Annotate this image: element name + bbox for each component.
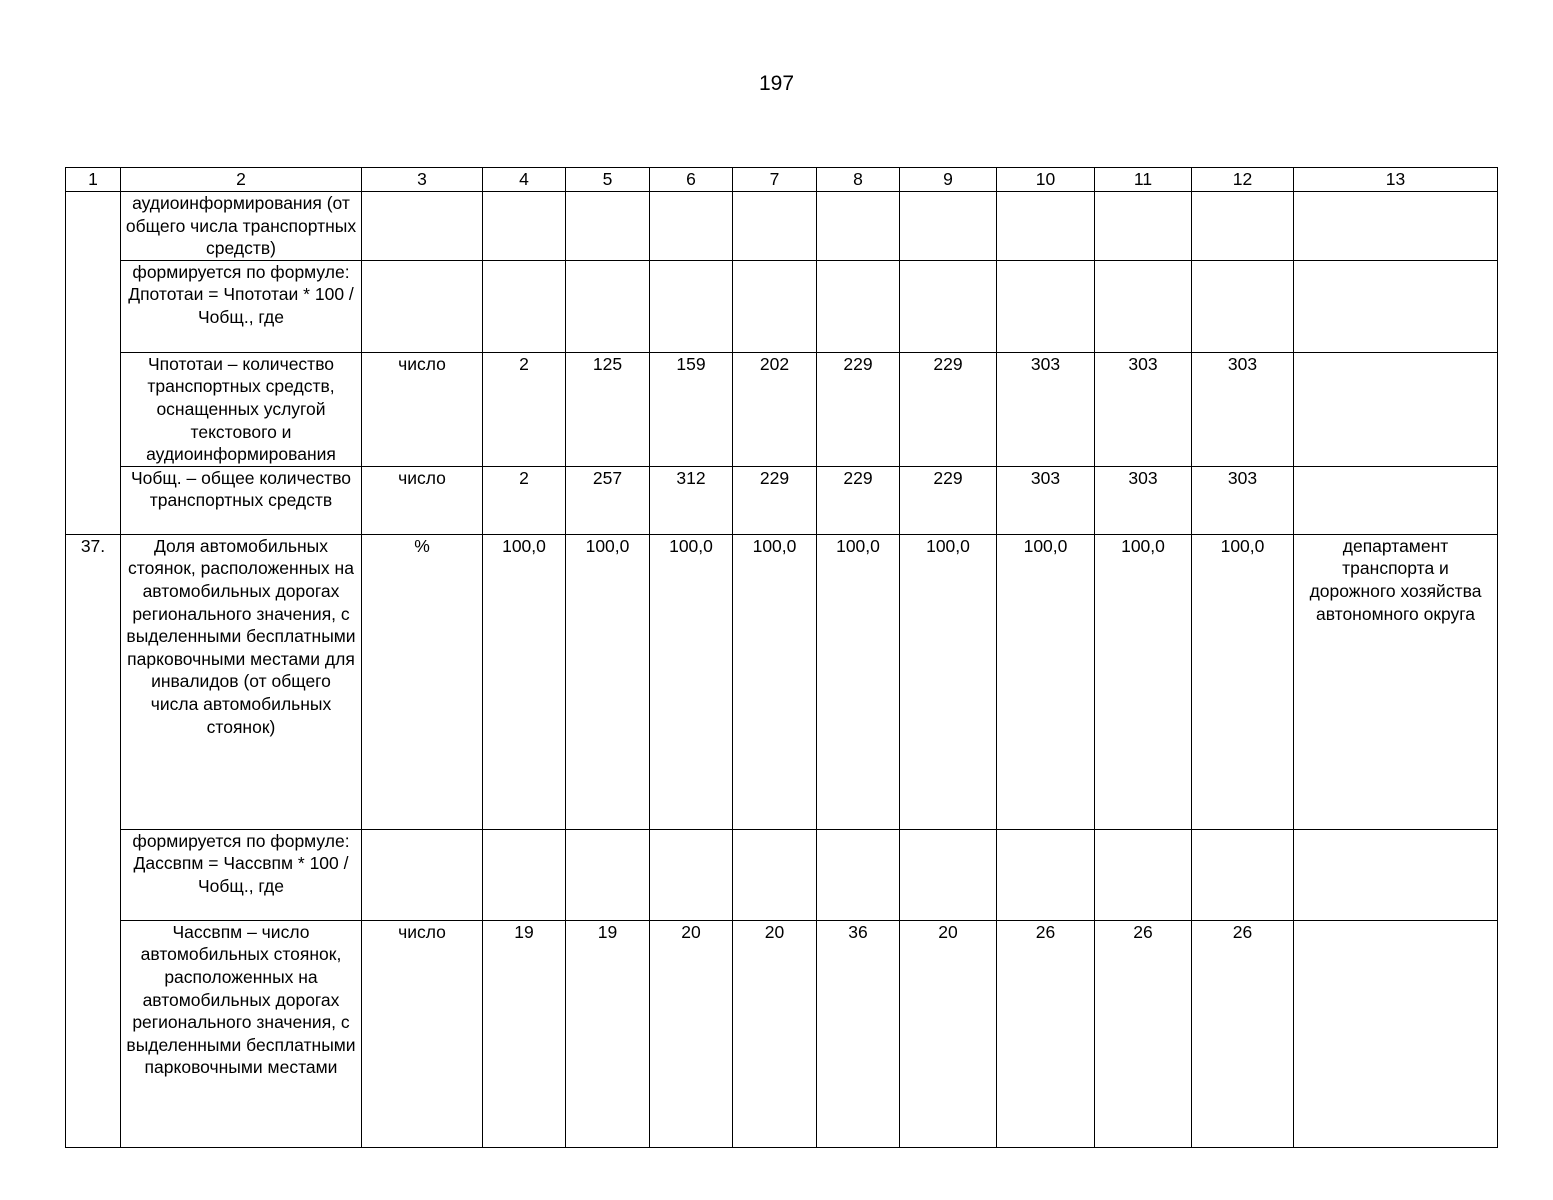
value-cell: 100,0 [650, 534, 733, 829]
table-row [66, 466, 1498, 534]
value-cell [997, 260, 1095, 352]
column-number-row [66, 168, 1498, 192]
table-row [66, 829, 1498, 920]
unit-cell [362, 829, 483, 920]
value-cell [483, 192, 566, 261]
value-cell: 36 [817, 920, 900, 1147]
responsible-cell [1294, 829, 1498, 920]
value-cell: 20 [900, 920, 997, 1147]
value-cell [483, 829, 566, 920]
value-cell [997, 192, 1095, 261]
indicator-description: Чассвпм – число автомобильных стоянок, расположенных на автомобильных дорогах регионального значения, с выделенными бесплатными парковочными местами [121, 920, 362, 1147]
responsible-cell: департамент транспорта и дорожного хозяйства автономного округа [1294, 534, 1498, 829]
indicator-description: формируется по формуле: Дпототаи = Чпототаи * 100 / Чобщ., где [121, 260, 362, 352]
value-cell: 100,0 [566, 534, 650, 829]
row-number: 37. [66, 534, 121, 1147]
column-number: 1 [66, 168, 121, 192]
column-number: 8 [817, 168, 900, 192]
responsible-cell [1294, 466, 1498, 534]
value-cell [900, 260, 997, 352]
value-cell: 100,0 [997, 534, 1095, 829]
value-cell: 2 [483, 352, 566, 466]
indicator-description: Чобщ. – общее количество транспортных средств [121, 466, 362, 534]
value-cell [1192, 260, 1294, 352]
value-cell: 229 [817, 352, 900, 466]
value-cell [1095, 192, 1192, 261]
value-cell: 125 [566, 352, 650, 466]
row-number [66, 192, 121, 535]
value-cell: 257 [566, 466, 650, 534]
column-number: 10 [997, 168, 1095, 192]
value-cell [650, 192, 733, 261]
unit-cell [362, 260, 483, 352]
column-number: 13 [1294, 168, 1498, 192]
value-cell [817, 192, 900, 261]
unit-cell [362, 192, 483, 261]
column-number: 3 [362, 168, 483, 192]
value-cell [817, 829, 900, 920]
value-cell: 303 [1192, 352, 1294, 466]
indicator-description: Доля автомобильных стоянок, расположенных на автомобильных дорогах регионального значения, с выделенными бесплатными парковочными местами для инвалидов (от общего числа автомобильных стоянок) [121, 534, 362, 829]
column-number: 12 [1192, 168, 1294, 192]
value-cell [483, 260, 566, 352]
table-row [66, 534, 1498, 829]
column-number: 9 [900, 168, 997, 192]
value-cell: 303 [1192, 466, 1294, 534]
responsible-cell [1294, 260, 1498, 352]
value-cell: 26 [1192, 920, 1294, 1147]
value-cell [817, 260, 900, 352]
value-cell [650, 829, 733, 920]
value-cell: 303 [1095, 352, 1192, 466]
column-number: 5 [566, 168, 650, 192]
value-cell [1192, 829, 1294, 920]
value-cell: 20 [650, 920, 733, 1147]
value-cell [900, 829, 997, 920]
value-cell [1192, 192, 1294, 261]
value-cell: 100,0 [817, 534, 900, 829]
value-cell [733, 829, 817, 920]
column-number: 4 [483, 168, 566, 192]
unit-cell: число [362, 920, 483, 1147]
value-cell [650, 260, 733, 352]
value-cell: 303 [997, 352, 1095, 466]
responsible-cell [1294, 192, 1498, 261]
value-cell: 100,0 [1095, 534, 1192, 829]
responsible-cell [1294, 352, 1498, 466]
value-cell [566, 829, 650, 920]
unit-cell: % [362, 534, 483, 829]
indicator-description: формируется по формуле: Дассвпм = Чассвпм * 100 / Чобщ., где [121, 829, 362, 920]
value-cell [900, 192, 997, 261]
value-cell: 202 [733, 352, 817, 466]
value-cell [997, 829, 1095, 920]
value-cell [733, 260, 817, 352]
table-row [66, 260, 1498, 352]
responsible-cell [1294, 920, 1498, 1147]
value-cell: 229 [900, 466, 997, 534]
value-cell: 20 [733, 920, 817, 1147]
indicator-description: Чпототаи – количество транспортных средств, оснащенных услугой текстового и аудиоинформирования [121, 352, 362, 466]
value-cell: 312 [650, 466, 733, 534]
value-cell [566, 260, 650, 352]
value-cell: 19 [566, 920, 650, 1147]
value-cell: 100,0 [1192, 534, 1294, 829]
value-cell: 19 [483, 920, 566, 1147]
value-cell: 100,0 [900, 534, 997, 829]
page-number: 197 [758, 72, 795, 95]
value-cell: 26 [1095, 920, 1192, 1147]
table-row [66, 920, 1498, 1147]
value-cell: 303 [1095, 466, 1192, 534]
value-cell [566, 192, 650, 261]
value-cell: 2 [483, 466, 566, 534]
value-cell: 159 [650, 352, 733, 466]
value-cell [1095, 260, 1192, 352]
value-cell: 229 [817, 466, 900, 534]
value-cell: 229 [900, 352, 997, 466]
column-number: 11 [1095, 168, 1192, 192]
value-cell: 26 [997, 920, 1095, 1147]
value-cell: 100,0 [483, 534, 566, 829]
indicator-description: аудиоинформирования (от общего числа транспортных средств) [121, 192, 362, 261]
table-row [66, 352, 1498, 466]
unit-cell: число [362, 352, 483, 466]
column-number: 2 [121, 168, 362, 192]
table-row [66, 192, 1498, 261]
column-number: 6 [650, 168, 733, 192]
value-cell [1095, 829, 1192, 920]
value-cell: 303 [997, 466, 1095, 534]
value-cell [733, 192, 817, 261]
indicator-table [65, 167, 1498, 1148]
value-cell: 100,0 [733, 534, 817, 829]
column-number: 7 [733, 168, 817, 192]
value-cell: 229 [733, 466, 817, 534]
unit-cell: число [362, 466, 483, 534]
